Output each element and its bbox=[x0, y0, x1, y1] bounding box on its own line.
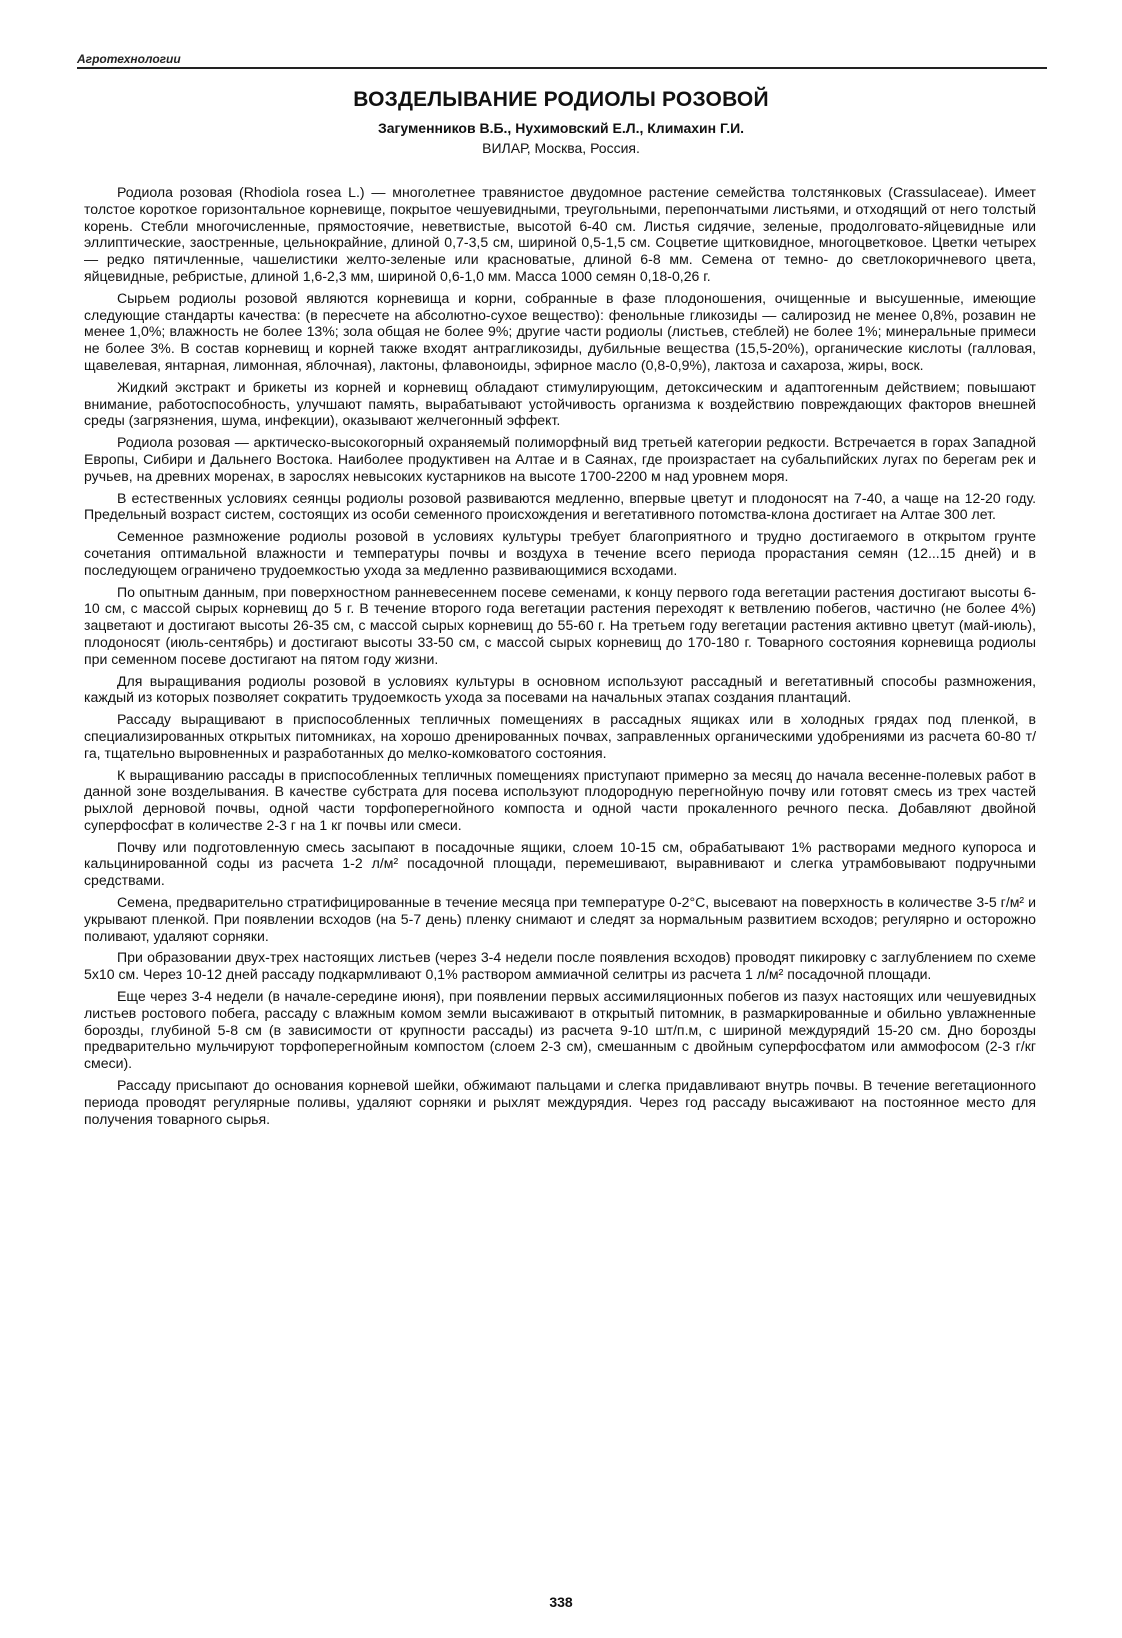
paragraph: К выращиванию рассады в приспособленных тепличных помещениях приступают примерно за месяц до начала весенне-полевых работ в данной зоне возделывания. В качестве субстрата для посева используют плодородную перегнойную почву или готовят смесь из трех частей рыхлой дерновой почвы, одной части торфоперегнойного компоста и одной части прокаленного речного песка. Добавляют двойной суперфосфат в количестве 2-3 г на 1 кг почвы или смеси. bbox=[84, 766, 1036, 833]
paragraph: При образовании двух-трех настоящих листьев (через 3-4 недели после появления всходов) проводят пикировку с заглублением по схеме 5х10 см. Через 10-12 дней рассаду подкармливают 0,1% раствором аммиачной селитры из расчета 1 л/м² посадочной площади. bbox=[84, 949, 1036, 983]
paragraph: Родиола розовая (Rhodiola rosea L.) — многолетнее травянистое двудомное растение семейства толстянковых (Crassulaceae). Имеет толстое короткое горизонтальное корневище, покрытое чешуевидными, треугольными, перепончатыми листьями, и отходящий от него толстый корень. Стебли многочисленные, прямостоячие, неветвистые, высотой 6-40 см. Листья сидячие, зеленые, продолговато-яйцевидные или эллиптические, заостренные, цельнокрайние, длиной 0,7-3,5 см, шириной 0,5-1,5 см. Соцветие щитковидное, многоцветковое. Цветки четырех — редко пятичленные, чашелистики желто-зеленые или красноватые, длиной 6-8 мм. Семена от темно- до светлокоричневого цвета, яйцевидные, ребристые, длиной 1,6-2,3 мм, шириной 0,6-1,0 мм. Масса 1000 семян 0,18-0,26 г. bbox=[84, 184, 1036, 284]
paragraph: По опытным данным, при поверхностном ранневесеннем посеве семенами, к концу первого года вегетации растения достигают высоты 6-10 см, с массой сырых корневищ до 5 г. В течение второго года вегетации растения переходят к ветвлению побегов, частично (не более 4%) зацветают и достигают высоты 26-35 см, с массой сырых корневищ до 55-60 г. На третьем году вегетации растения активно цветут (май-июль), плодоносят (июль-сентябрь) и достигают высоты 33-50 см, с массой сырых корневищ до 170-180 г. Товарного состояния корневища родиолы при семенном посеве достигают на пятом году жизни. bbox=[84, 583, 1036, 667]
article-body bbox=[84, 184, 1036, 1132]
paragraph: Еще через 3-4 недели (в начале-середине июня), при появлении первых ассимиляционных побегов из пазух настоящих или чешуевидных листьев ростового побега, рассаду с влажным комом земли высаживают в открытый питомник, в размаркированные и обильно увлажненные борозды, глубиной 5-8 см (в зависимости от крупности рассады) из расчета 9-10 шт/п.м, с шириной междурядий 15-20 см. Дно борозды предварительно мульчируют торфоперегнойным компостом (слоем 2-3 см), смешанным с двойным суперфосфатом или аммофосом (2-3 г/кг смеси). bbox=[84, 988, 1036, 1072]
article-title: ВОЗДЕЛЫВАНИЕ РОДИОЛЫ РОЗОВОЙ bbox=[353, 88, 769, 111]
paragraph: Родиола розовая — арктическо-высокогорный охраняемый полиморфный вид третьей категории редкости. Встречается в горах Западной Европы, Сибири и Дальнего Востока. Наиболее продуктивен на Алтае и в Саянах, где произрастает на субальпийских лугах по берегам рек и ручьев, на древних моренах, в зарослях невысоких кустарников на высоте 1700-2200 м над уровнем моря. bbox=[84, 434, 1036, 484]
paragraph: В естественных условиях сеянцы родиолы розовой развиваются медленно, впервые цветут и плодоносят на 7-40, а чаще на 12-20 году. Предельный возраст систем, состоящих из особи семенного происхождения и вегетативного потомства-клона достигает на Алтае 300 лет. bbox=[84, 489, 1036, 523]
paragraph: Почву или подготовленную смесь засыпают в посадочные ящики, слоем 10-15 см, обрабатывают 1% растворами медного купороса и кальцинированной соды из расчета 1-2 л/м² посадочной площади, перемешивают, выравнивают и слегка утрамбовывают подручными средствами. bbox=[84, 838, 1036, 889]
article-affiliation: ВИЛАР, Москва, Россия. bbox=[482, 140, 640, 156]
paragraph: Для выращивания родиолы розовой в условиях культуры в основном используют рассадный и вегетативный способы размножения, каждый из которых позволяет сократить трудоемкость ухода за посевами на начальных этапах создания плантаций. bbox=[84, 672, 1036, 706]
header-rule bbox=[77, 67, 1047, 69]
paragraph: Семена, предварительно стратифицированные в течение месяца при температуре 0-2°С, высевают на поверхность в количестве 3-5 г/м² и укрывают пленкой. При появлении всходов (на 5-7 день) пленку снимают и следят за нормальным развитием всходов; регулярно и осторожно поливают, удаляют сорняки. bbox=[84, 894, 1036, 944]
paragraph: Жидкий экстракт и брикеты из корней и корневищ обладают стимулирующим, детоксическим и адаптогенным действием; повышают внимание, работоспособность, улучшают память, вырабатывают устойчивость организма к воздействию повреждающих факторов внешней среды (загрязнения, шума, инфекции), оказывают желчегонный эффект. bbox=[84, 378, 1036, 429]
running-head: Агротехнологии bbox=[77, 52, 181, 66]
article-authors: Загуменников В.Б., Нухимовский Е.Л., Климахин Г.И. bbox=[377, 120, 745, 136]
page-number: 338 bbox=[549, 1594, 573, 1610]
paragraph: Сырьем родиолы розовой являются корневища и корни, собранные в фазе плодоношения, очищенные и высушенные, имеющие следующие стандарты качества: (в пересчете на абсолютно-сухое вещество): фенольные гликозиды — салирозид не менее 0,8%, розавин не менее 1,0%; влажность не более 13%; зола общая не более 9%; другие части родиолы (листьев, стеблей) не более 1%; минеральные примеси не более 3%. В состав корневищ и корней также входят антрагликозиды, дубильные вещества (15,5-20%), органические кислоты (галловая, щавелевая, янтарная, лимонная, яблочная), лактоны, флавоноиды, эфирное масло (0,8-0,9%), лактоза и сахароза, жиры, воск. bbox=[84, 289, 1036, 373]
paragraph: Семенное размножение родиолы розовой в условиях культуры требует благоприятного и трудно достигаемого в открытом грунте сочетания оптимальной влажности и температуры почвы и воздуха в течение всего периода прорастания семян (12...15 дней) и в последующем ограничено трудоемкостью ухода за медленно развивающимися всходами. bbox=[84, 528, 1036, 578]
paragraph: Рассаду присыпают до основания корневой шейки, обжимают пальцами и слегка придавливают внутрь почвы. В течение вегетационного периода проводят регулярные поливы, удаляют сорняки и рыхлят междурядия. Через год рассаду высаживают на постоянное место для получения товарного сырья. bbox=[84, 1077, 1036, 1127]
paragraph: Рассаду выращивают в приспособленных тепличных помещениях в рассадных ящиках или в холодных грядах под пленкой, в специализированных открытых питомниках, на хорошо дренированных почвах, заправленных органическими удобрениями из расчета 60-80 т/га, тщательно выровненных и разработанных до мелко-комковатого состояния. bbox=[84, 711, 1036, 761]
